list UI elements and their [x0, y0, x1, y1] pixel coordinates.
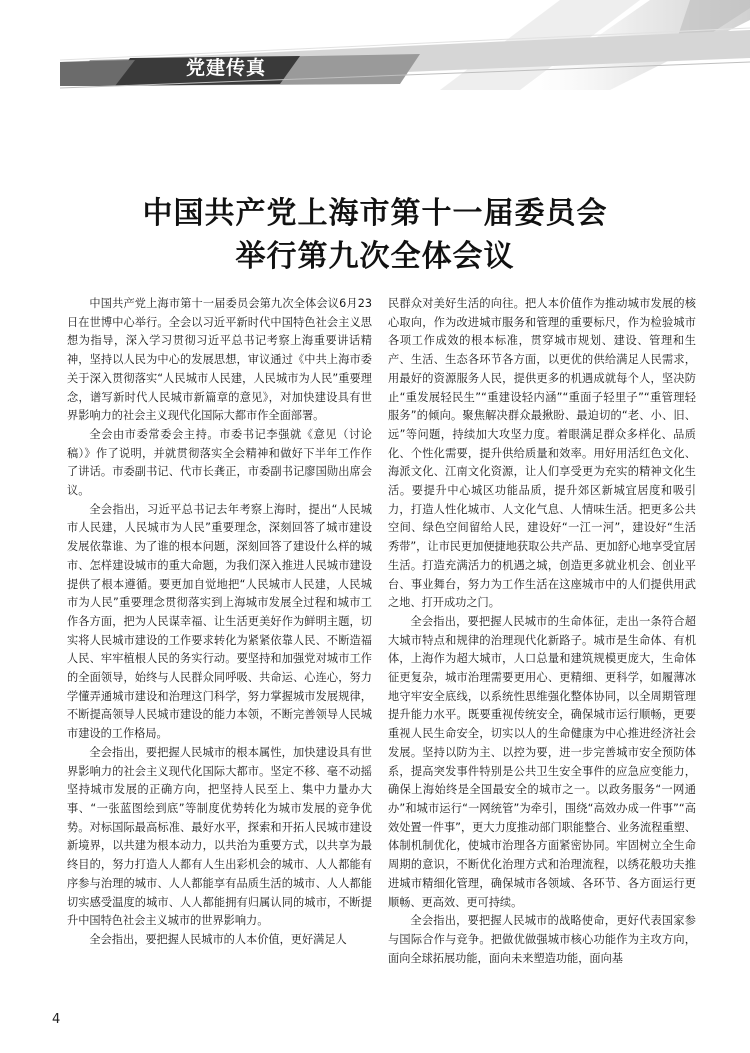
- article-title-line-1: 中国共产党上海市第十一届委员会: [142, 196, 608, 232]
- paragraph: 全会指出，要把握人民城市的人本价值，更好满足人: [89, 932, 347, 946]
- section-label: 党建传真: [186, 57, 267, 79]
- article-title-line-2: 举行第九次全体会议: [235, 239, 515, 275]
- paragraph: 全会指出，要把握人民城市的战略使命，更好代表国家参与国际合作与竞争。把做优做强城市核心功能作为主攻方向，面向全球拓展功能，面向未来塑造功能，面向基: [388, 914, 696, 965]
- paragraph: 中国共产党上海市第十一届委员会第九次全体会议6月23日在世博中心举行。全会以习近平新时代中国特色社会主义思想为指导，深入学习贯彻习近平总书记考察上海重要讲话精神，坚持以人民为中心的发展思想，审议通过《中共上海市委关于深入贯彻落实“人民城市人民建，人民城市为人民”重要理念，谱写新时代人民城市新篇章的意见》，对加快建设具有世界影响力的社会主义现代化国际大都市作全面部署。: [67, 297, 372, 423]
- paragraph: 全会指出，要把握人民城市的生命体征，走出一条符合超大城市特点和规律的治理现代化新路子。城市是生命体、有机体，上海作为超大城市，人口总量和建筑规模更庞大，生命体征更复杂，城市治理需要更用心、更精细、更科学，如履薄冰地守牢安全底线，以系统性思维强化整体协同，以全周期管理提升能力水平。既要重视传统安全，确保城市运行顺畅，更要重视人民生命安全，切实以人的生命健康为中心推进经济社会发展。坚持以防为主、以控为要，进一步完善城市安全预防体系，提高突发事件特别是公共卫生安全事件的应急应变能力，确保上海始终是全国最安全的城市之一。以政务服务“一网通办”和城市运行“一网统管”为牵引，围绕“高效办成一件事”“高效处置一件事”，更大力度推动部门职能整合、业务流程重塑、体制机制优化，使城市治理各方面紧密协同。牢固树立全生命周期的意识，不断优化治理方式和治理流程，以绣花般功夫推进城市精细化管理，确保城市各领域、各环节、各方面运行更顺畅、更高效、更可持续。: [388, 614, 696, 909]
- page-number: 4: [52, 1012, 61, 1027]
- paragraph: 全会由市委常委会主持。市委书记李强就《意见（讨论稿）》作了说明，并就贯彻落实全会精神和做好下半年工作作了讲话。市委副书记、代市长龚正，市委副书记廖国勋出席会议。: [67, 427, 372, 498]
- article-left-column: [67, 295, 372, 950]
- header-band: [0, 0, 750, 90]
- paragraph: 全会指出，习近平总书记去年考察上海时，提出“人民城市人民建，人民城市为人民”重要理念，深刻回答了城市建设发展依靠谁、为了谁的根本问题，深刻回答了建设什么样的城市、怎样建设城市的重大命题，为我们深入推进人民城市建设提供了根本遵循。要更加自觉地把“人民城市人民建，人民城市为人民”重要理念贯彻落实到上海城市发展全过程和城市工作各方面，把为人民谋幸福、让生活更美好作为鲜明主题，切实将人民城市建设的工作要求转化为紧紧依靠人民、不断造福人民、牢牢植根人民的务实行动。要坚持和加强党对城市工作的全面领导，始终与人民群众同呼吸、共命运、心连心，努力学懂弄通城市建设和治理这门科学，努力掌握城市发展规律，不断提高领导人民城市建设的能力本领，不断完善领导人民城市建设的工作格局。: [67, 502, 372, 741]
- paragraph: 民群众对美好生活的向往。把人本价值作为推动城市发展的核心取向，作为改进城市服务和管理的重要标尺，作为检验城市各项工作成效的根本标准，贯穿城市规划、建设、管理和生产、生活、生态各环节各方面，以更优的供给满足人民需求，用最好的资源服务人民，提供更多的机遇成就每个人，坚决防止“重发展轻民生”“重建设轻内涵”“重面子轻里子”“重管理轻服务”的倾向。聚焦解决群众最揪盼、最迫切的“老、小、旧、远”等问题，持续加大攻坚力度。着眼满足群众多样化、品质化、个性化需要，提升供给质量和效率。用好用活红色文化、海派文化、江南文化资源，让人们享受更为充实的精神文化生活。要提升中心城区功能品质，提升郊区新城宜居度和吸引力，打造人性化城市、人文化气息、人情味生活。把更多公共空间、绿色空间留给人民，建设好“一江一河”，建设好“生活秀带”，让市民更加便捷地获取公共产品、更加舒心地享受宜居生活。打造充满活力的机遇之城，创造更多就业机会、创业平台、事业舞台，努力为工作生活在这座城市中的人们提供用武之地、打开成功之门。: [388, 297, 696, 610]
- paragraph: 全会指出，要把握人民城市的根本属性，加快建设具有世界影响力的社会主义现代化国际大都市。坚定不移、毫不动摇坚持城市发展的正确方向，把坚持人民至上、集中力量办大事、“一张蓝图绘到底”等制度优势转化为城市发展的竞争优势。对标国际最高标准、最好水平，探索和开拓人民城市建设新境界，以共建为根本动力，以共治为重要方式，以共享为最终目的，努力打造人人都有人生出彩机会的城市、人人都能有序参与治理的城市、人人都能享有品质生活的城市、人人都能切实感受温度的城市、人人都能拥有归属认同的城市，不断提升中国特色社会主义城市的世界影响力。: [67, 745, 372, 928]
- article-right-column: [388, 295, 696, 968]
- header-banner-graphic: [0, 0, 750, 90]
